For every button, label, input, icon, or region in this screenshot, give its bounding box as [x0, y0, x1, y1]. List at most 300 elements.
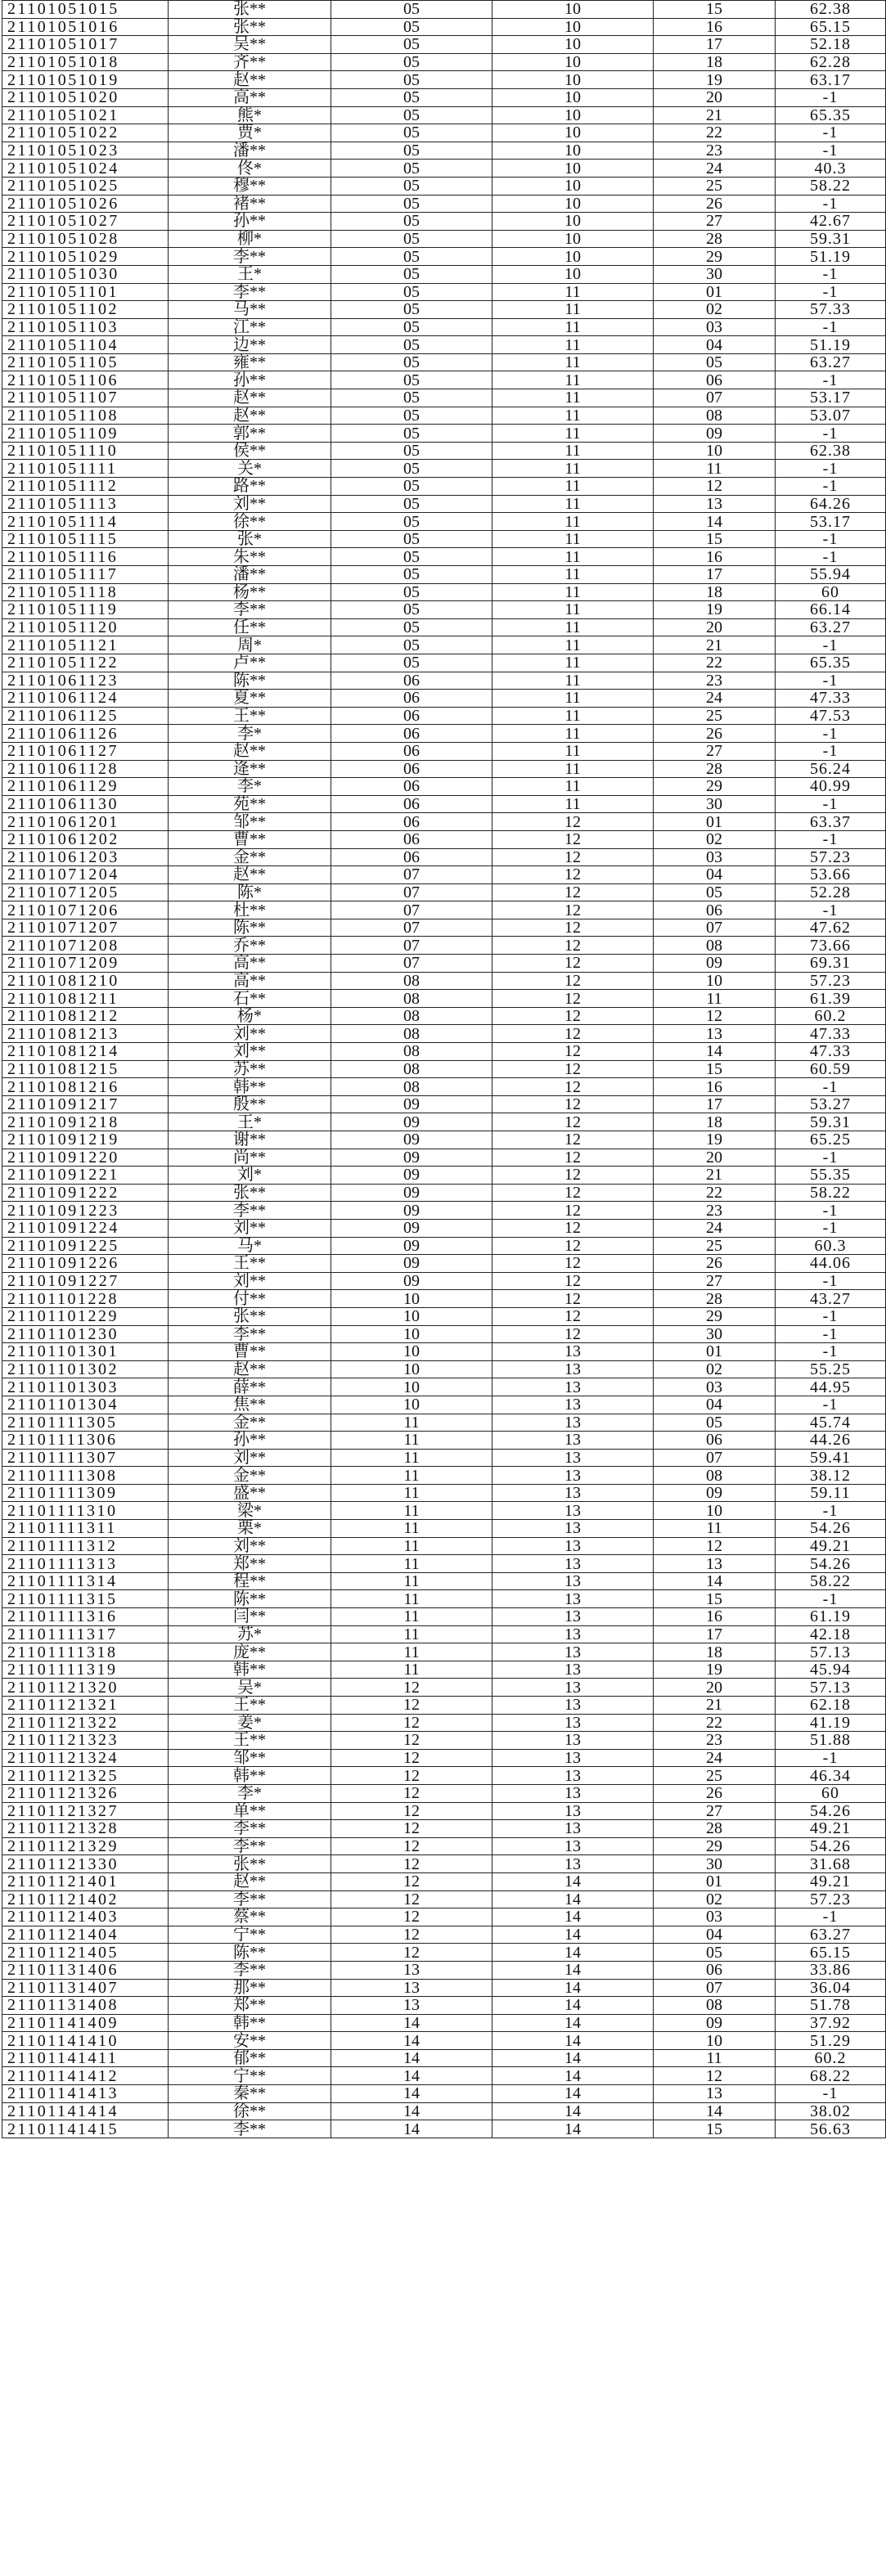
field-a-cell: 10 [331, 1307, 492, 1325]
seat-cell: 29 [654, 1837, 776, 1855]
name-cell: 乔** [169, 937, 331, 955]
name-cell: 刘** [169, 1043, 331, 1061]
field-a-cell: 05 [331, 283, 492, 301]
field-b-cell: 13 [492, 1537, 654, 1555]
candidate-id-cell: 21101121404 [2, 1926, 169, 1944]
name-cell: 陈** [169, 1590, 331, 1608]
field-b-cell: 12 [492, 919, 654, 937]
name-cell: 赵** [169, 71, 331, 89]
name-cell: 雍** [169, 353, 331, 371]
candidate-id-cell: 21101061123 [2, 672, 169, 690]
candidate-id-cell: 21101121401 [2, 1872, 169, 1890]
field-b-cell: 12 [492, 937, 654, 955]
field-a-cell: 06 [331, 813, 492, 831]
table-row [2, 866, 886, 884]
name-cell: 李** [169, 1202, 331, 1220]
score-cell: 73.66 [776, 937, 886, 955]
name-cell: 逄** [169, 760, 331, 778]
score-cell: 33.86 [776, 1961, 886, 1979]
candidate-id-cell: 21101051101 [2, 283, 169, 301]
name-cell: 曹** [169, 830, 331, 848]
table-row [2, 1643, 886, 1661]
table-row [2, 1767, 886, 1785]
field-b-cell: 10 [492, 106, 654, 124]
field-b-cell: 12 [492, 1255, 654, 1273]
seat-cell: 18 [654, 1643, 776, 1661]
field-b-cell: 13 [492, 1360, 654, 1378]
field-b-cell: 11 [492, 742, 654, 760]
field-b-cell: 11 [492, 548, 654, 566]
field-b-cell: 14 [492, 1872, 654, 1890]
candidate-id-cell: 21101061201 [2, 813, 169, 831]
seat-cell: 24 [654, 1749, 776, 1767]
candidate-id-cell: 21101051023 [2, 142, 169, 160]
candidate-id-cell: 21101101229 [2, 1307, 169, 1325]
field-a-cell: 12 [331, 1908, 492, 1926]
field-b-cell: 12 [492, 972, 654, 990]
candidate-id-cell: 21101101302 [2, 1360, 169, 1378]
field-b-cell: 13 [492, 1643, 654, 1661]
name-cell: 韩** [169, 1078, 331, 1096]
table-row [2, 919, 886, 937]
name-cell: 刘** [169, 495, 331, 513]
field-a-cell: 12 [331, 1890, 492, 1908]
candidate-id-cell: 21101131407 [2, 1979, 169, 1997]
field-b-cell: 10 [492, 213, 654, 231]
score-cell: 65.15 [776, 18, 886, 36]
name-cell: 郑** [169, 1997, 331, 2015]
field-a-cell: 12 [331, 1749, 492, 1767]
field-a-cell: 09 [331, 1167, 492, 1185]
table-row [2, 1520, 886, 1538]
field-a-cell: 05 [331, 230, 492, 248]
score-cell: 66.14 [776, 601, 886, 619]
seat-cell: 11 [654, 460, 776, 478]
score-cell: 52.28 [776, 883, 886, 901]
field-a-cell: 11 [331, 1661, 492, 1679]
table-row [2, 88, 886, 106]
score-cell: 51.29 [776, 2032, 886, 2050]
score-cell: -1 [776, 1219, 886, 1237]
candidate-id-cell: 21101111307 [2, 1449, 169, 1467]
score-cell: 43.27 [776, 1290, 886, 1308]
field-a-cell: 09 [331, 1202, 492, 1220]
table-row [2, 1432, 886, 1450]
score-cell: 38.12 [776, 1467, 886, 1485]
seat-cell: 05 [654, 883, 776, 901]
score-cell: 45.94 [776, 1661, 886, 1679]
field-b-cell: 12 [492, 848, 654, 866]
field-a-cell: 05 [331, 195, 492, 213]
score-cell: 60.2 [776, 2049, 886, 2067]
name-cell: 关* [169, 460, 331, 478]
name-cell: 李* [169, 1784, 331, 1802]
candidate-id-cell: 21101091221 [2, 1167, 169, 1185]
field-b-cell: 12 [492, 1025, 654, 1043]
score-cell: -1 [776, 1502, 886, 1520]
score-cell: 59.41 [776, 1449, 886, 1467]
score-cell: 41.19 [776, 1714, 886, 1732]
seat-cell: 02 [654, 1360, 776, 1378]
seat-cell: 30 [654, 795, 776, 813]
field-b-cell: 14 [492, 2014, 654, 2032]
field-b-cell: 13 [492, 1378, 654, 1396]
seat-cell: 11 [654, 2049, 776, 2067]
field-b-cell: 13 [492, 1661, 654, 1679]
score-cell: -1 [776, 1202, 886, 1220]
candidate-id-cell: 21101051114 [2, 513, 169, 531]
field-a-cell: 12 [331, 1944, 492, 1962]
field-a-cell: 11 [331, 1590, 492, 1608]
candidate-id-cell: 21101051116 [2, 548, 169, 566]
candidate-id-cell: 21101051105 [2, 353, 169, 371]
seat-cell: 21 [654, 1697, 776, 1715]
table-row [2, 1979, 886, 1997]
seat-cell: 01 [654, 1343, 776, 1361]
field-b-cell: 11 [492, 407, 654, 425]
score-cell: 45.74 [776, 1414, 886, 1432]
seat-cell: 13 [654, 1555, 776, 1573]
name-cell: 郑** [169, 1555, 331, 1573]
field-b-cell: 11 [492, 690, 654, 708]
name-cell: 徐** [169, 513, 331, 531]
name-cell: 郁** [169, 2049, 331, 2067]
table-row [2, 248, 886, 266]
field-b-cell: 12 [492, 990, 654, 1008]
seat-cell: 03 [654, 1908, 776, 1926]
table-row [2, 1732, 886, 1750]
score-cell: 59.11 [776, 1484, 886, 1502]
score-cell: -1 [776, 742, 886, 760]
field-b-cell: 13 [492, 1784, 654, 1802]
table-row [2, 2014, 886, 2032]
candidate-id-cell: 21101121330 [2, 1855, 169, 1873]
candidate-id-cell: 21101061127 [2, 742, 169, 760]
candidate-id-cell: 21101051118 [2, 583, 169, 601]
seat-cell: 15 [654, 1060, 776, 1078]
name-cell: 赵** [169, 742, 331, 760]
field-a-cell: 06 [331, 848, 492, 866]
score-cell: 49.21 [776, 1820, 886, 1838]
table-row [2, 478, 886, 496]
name-cell: 刘* [169, 1167, 331, 1185]
field-a-cell: 05 [331, 88, 492, 106]
field-a-cell: 07 [331, 901, 492, 919]
seat-cell: 29 [654, 248, 776, 266]
table-row [2, 1272, 886, 1290]
field-b-cell: 11 [492, 530, 654, 548]
name-cell: 潘** [169, 142, 331, 160]
seat-cell: 10 [654, 972, 776, 990]
name-cell: 李** [169, 2120, 331, 2138]
name-cell: 任** [169, 618, 331, 636]
field-b-cell: 10 [492, 230, 654, 248]
field-b-cell: 11 [492, 301, 654, 319]
candidate-id-cell: 21101061203 [2, 848, 169, 866]
table-row [2, 2102, 886, 2120]
name-cell: 韩** [169, 1661, 331, 1679]
candidate-id-cell: 21101091217 [2, 1095, 169, 1113]
seat-cell: 08 [654, 407, 776, 425]
name-cell: 边** [169, 336, 331, 354]
score-cell: -1 [776, 478, 886, 496]
candidate-id-cell: 21101071209 [2, 955, 169, 973]
field-b-cell: 10 [492, 36, 654, 54]
score-cell: -1 [776, 1396, 886, 1414]
table-row [2, 972, 886, 990]
seat-cell: 07 [654, 389, 776, 407]
field-b-cell: 12 [492, 830, 654, 848]
name-cell: 张** [169, 1855, 331, 1873]
score-cell: 58.22 [776, 177, 886, 195]
score-cell: 54.26 [776, 1520, 886, 1538]
field-b-cell: 10 [492, 1, 654, 19]
candidate-id-cell: 21101061124 [2, 690, 169, 708]
table-row [2, 1060, 886, 1078]
field-a-cell: 12 [331, 1697, 492, 1715]
field-a-cell: 12 [331, 1872, 492, 1890]
table-row [2, 601, 886, 619]
name-cell: 孙** [169, 1432, 331, 1450]
score-cell: 60 [776, 1784, 886, 1802]
score-cell: 56.24 [776, 760, 886, 778]
score-cell: 65.35 [776, 654, 886, 672]
seat-cell: 17 [654, 1095, 776, 1113]
field-b-cell: 10 [492, 142, 654, 160]
field-a-cell: 11 [331, 1432, 492, 1450]
score-cell: 47.53 [776, 707, 886, 725]
table-row [2, 707, 886, 725]
candidate-id-cell: 21101051112 [2, 478, 169, 496]
seat-cell: 25 [654, 1237, 776, 1255]
candidate-id-cell: 21101131406 [2, 1961, 169, 1979]
field-a-cell: 09 [331, 1272, 492, 1290]
name-cell: 徐** [169, 2102, 331, 2120]
score-cell: 61.19 [776, 1608, 886, 1626]
field-b-cell: 11 [492, 672, 654, 690]
name-cell: 卢** [169, 654, 331, 672]
field-b-cell: 12 [492, 1202, 654, 1220]
seat-cell: 26 [654, 725, 776, 743]
seat-cell: 10 [654, 442, 776, 460]
name-cell: 陈** [169, 672, 331, 690]
seat-cell: 08 [654, 1467, 776, 1485]
table-row [2, 425, 886, 443]
field-b-cell: 10 [492, 71, 654, 89]
field-b-cell: 13 [492, 1396, 654, 1414]
field-b-cell: 10 [492, 53, 654, 71]
candidate-id-cell: 21101101301 [2, 1343, 169, 1361]
field-b-cell: 11 [492, 601, 654, 619]
name-cell: 李** [169, 1890, 331, 1908]
seat-cell: 29 [654, 1307, 776, 1325]
field-b-cell: 14 [492, 2067, 654, 2085]
score-cell: 59.31 [776, 230, 886, 248]
candidate-id-cell: 21101051022 [2, 124, 169, 142]
candidate-id-cell: 21101121403 [2, 1908, 169, 1926]
table-row [2, 2049, 886, 2067]
score-cell: 40.99 [776, 778, 886, 796]
field-a-cell: 06 [331, 830, 492, 848]
field-a-cell: 12 [331, 1679, 492, 1697]
field-a-cell: 11 [331, 1449, 492, 1467]
seat-cell: 11 [654, 990, 776, 1008]
name-cell: 赵** [169, 1872, 331, 1890]
candidate-id-cell: 21101051122 [2, 654, 169, 672]
field-a-cell: 07 [331, 955, 492, 973]
name-cell: 李** [169, 1961, 331, 1979]
table-row [2, 1908, 886, 1926]
seat-cell: 13 [654, 1025, 776, 1043]
field-a-cell: 05 [331, 248, 492, 266]
table-row [2, 583, 886, 601]
seat-cell: 17 [654, 36, 776, 54]
table-row [2, 460, 886, 478]
score-cell: 53.17 [776, 513, 886, 531]
seat-cell: 06 [654, 1961, 776, 1979]
field-a-cell: 06 [331, 760, 492, 778]
score-cell: -1 [776, 830, 886, 848]
seat-cell: 30 [654, 265, 776, 283]
field-a-cell: 14 [331, 2120, 492, 2138]
table-row [2, 1, 886, 19]
candidate-id-cell: 21101121325 [2, 1767, 169, 1785]
candidate-id-cell: 21101081210 [2, 972, 169, 990]
field-b-cell: 13 [492, 1572, 654, 1590]
table-row [2, 795, 886, 813]
name-cell: 栗* [169, 1520, 331, 1538]
name-cell: 杜** [169, 901, 331, 919]
table-row [2, 636, 886, 654]
score-cell: -1 [776, 672, 886, 690]
name-cell: 杨** [169, 583, 331, 601]
score-cell: 60.59 [776, 1060, 886, 1078]
name-cell: 姜* [169, 1714, 331, 1732]
field-a-cell: 05 [331, 583, 492, 601]
seat-cell: 12 [654, 1537, 776, 1555]
seat-cell: 07 [654, 919, 776, 937]
seat-cell: 17 [654, 1625, 776, 1643]
score-cell: -1 [776, 460, 886, 478]
score-cell: 53.07 [776, 407, 886, 425]
field-a-cell: 05 [331, 530, 492, 548]
table-row [2, 1007, 886, 1025]
candidate-id-cell: 21101091225 [2, 1237, 169, 1255]
field-a-cell: 09 [331, 1149, 492, 1167]
score-cell: -1 [776, 195, 886, 213]
candidate-id-cell: 21101121402 [2, 1890, 169, 1908]
table-row [2, 1414, 886, 1432]
field-a-cell: 05 [331, 301, 492, 319]
field-b-cell: 11 [492, 618, 654, 636]
score-table [2, 0, 886, 2138]
candidate-id-cell: 21101061130 [2, 795, 169, 813]
seat-cell: 24 [654, 160, 776, 178]
field-a-cell: 05 [331, 213, 492, 231]
candidate-id-cell: 21101081212 [2, 1007, 169, 1025]
table-row [2, 1095, 886, 1113]
score-cell: 54.26 [776, 1837, 886, 1855]
candidate-id-cell: 21101111313 [2, 1555, 169, 1573]
candidate-id-cell: 21101051109 [2, 425, 169, 443]
seat-cell: 06 [654, 901, 776, 919]
field-b-cell: 12 [492, 1113, 654, 1131]
candidate-id-cell: 21101051106 [2, 371, 169, 389]
field-b-cell: 12 [492, 1078, 654, 1096]
field-a-cell: 05 [331, 36, 492, 54]
table-row [2, 301, 886, 319]
name-cell: 王** [169, 1697, 331, 1715]
seat-cell: 19 [654, 71, 776, 89]
field-a-cell: 09 [331, 1255, 492, 1273]
name-cell: 赵** [169, 1360, 331, 1378]
field-b-cell: 12 [492, 1307, 654, 1325]
seat-cell: 13 [654, 495, 776, 513]
table-row [2, 548, 886, 566]
candidate-id-cell: 21101071204 [2, 866, 169, 884]
field-a-cell: 10 [331, 1396, 492, 1414]
seat-cell: 12 [654, 478, 776, 496]
candidate-id-cell: 21101051029 [2, 248, 169, 266]
field-a-cell: 10 [331, 1290, 492, 1308]
name-cell: 韩** [169, 1767, 331, 1785]
name-cell: 孙** [169, 371, 331, 389]
candidate-id-cell: 21101051027 [2, 213, 169, 231]
seat-cell: 25 [654, 177, 776, 195]
table-row [2, 1307, 886, 1325]
field-b-cell: 13 [492, 1802, 654, 1820]
candidate-id-cell: 21101071205 [2, 883, 169, 901]
field-b-cell: 11 [492, 513, 654, 531]
score-cell: 49.21 [776, 1537, 886, 1555]
score-cell: 55.35 [776, 1167, 886, 1185]
candidate-id-cell: 21101111306 [2, 1432, 169, 1450]
candidate-id-cell: 21101091223 [2, 1202, 169, 1220]
name-cell: 李** [169, 283, 331, 301]
candidate-id-cell: 21101141411 [2, 2049, 169, 2067]
field-b-cell: 12 [492, 1290, 654, 1308]
score-cell: 60 [776, 583, 886, 601]
name-cell: 张** [169, 1184, 331, 1202]
name-cell: 李* [169, 778, 331, 796]
name-cell: 夏** [169, 690, 331, 708]
score-cell: -1 [776, 318, 886, 336]
name-cell: 谢** [169, 1131, 331, 1149]
seat-cell: 07 [654, 1449, 776, 1467]
field-a-cell: 12 [331, 1926, 492, 1944]
field-a-cell: 10 [331, 1325, 492, 1343]
field-a-cell: 06 [331, 690, 492, 708]
seat-cell: 26 [654, 195, 776, 213]
table-row [2, 442, 886, 460]
seat-cell: 20 [654, 88, 776, 106]
name-cell: 焦** [169, 1396, 331, 1414]
field-b-cell: 14 [492, 1908, 654, 1926]
name-cell: 程** [169, 1572, 331, 1590]
score-cell: 53.27 [776, 1095, 886, 1113]
score-cell: -1 [776, 530, 886, 548]
table-row [2, 1944, 886, 1962]
table-row [2, 1802, 886, 1820]
table-row [2, 848, 886, 866]
field-b-cell: 11 [492, 778, 654, 796]
field-a-cell: 05 [331, 71, 492, 89]
name-cell: 赵** [169, 407, 331, 425]
score-cell: 62.28 [776, 53, 886, 71]
score-cell: 57.33 [776, 301, 886, 319]
seat-cell: 16 [654, 18, 776, 36]
score-cell: 57.23 [776, 1890, 886, 1908]
